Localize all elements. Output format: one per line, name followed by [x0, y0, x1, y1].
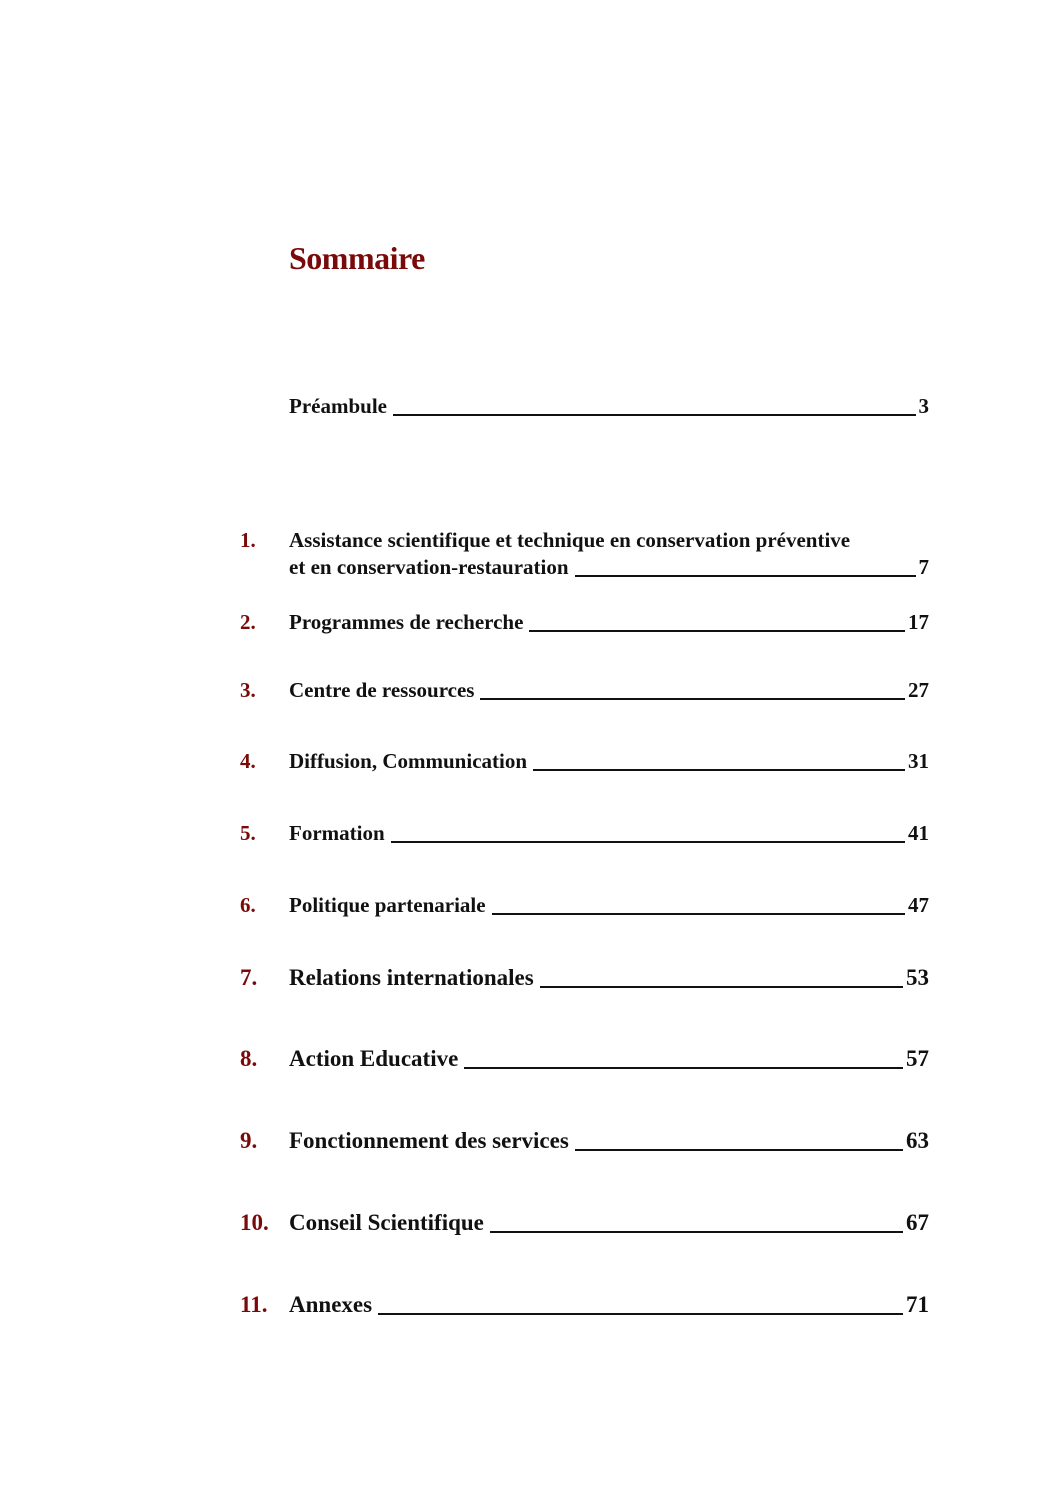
toc-page: 71	[906, 1292, 929, 1317]
toc-page: 31	[908, 749, 929, 773]
toc-entry-8[interactable]	[240, 1045, 929, 1072]
toc-leader	[480, 698, 905, 700]
toc-label: et en conservation-restauration	[289, 555, 569, 579]
toc-leader	[575, 1149, 903, 1151]
toc-label: Programmes de recherche	[289, 610, 524, 634]
toc-page: 3	[918, 394, 929, 418]
toc-number: 11.	[240, 1292, 268, 1317]
toc-number: 8.	[240, 1046, 258, 1071]
toc-label: Politique partenariale	[289, 893, 486, 917]
toc-number: 6.	[240, 893, 256, 917]
toc-entry-7[interactable]	[240, 964, 929, 991]
toc-number: 4.	[240, 749, 256, 773]
toc-leader	[533, 769, 905, 771]
toc-entry-10[interactable]	[240, 1209, 929, 1236]
toc-label: Préambule	[289, 394, 387, 418]
toc-number: 7.	[240, 965, 258, 990]
toc-label: Action Educative	[289, 1046, 459, 1071]
toc-page: 7	[918, 555, 929, 579]
page-title: Sommaire	[289, 240, 425, 276]
toc-label-line1: Assistance scientifique et technique en conservation préventive	[289, 528, 851, 552]
toc-entry-6[interactable]	[240, 892, 929, 919]
toc-label: Conseil Scientifique	[289, 1210, 484, 1235]
toc-leader	[378, 1313, 903, 1315]
toc-page: 63	[906, 1128, 929, 1153]
toc-entry-2[interactable]	[240, 609, 929, 636]
toc-page: 67	[906, 1210, 929, 1235]
toc-entry-9[interactable]	[240, 1127, 929, 1154]
toc-label: Annexes	[289, 1292, 373, 1317]
toc-label: Fonctionnement des services	[289, 1128, 569, 1153]
toc-page: 27	[908, 678, 929, 702]
toc-label: Centre de ressources	[289, 678, 475, 702]
toc-leader	[393, 414, 916, 416]
toc-entry-11[interactable]	[240, 1291, 929, 1318]
toc-leader	[490, 1231, 903, 1233]
toc-number: 1.	[240, 528, 256, 552]
toc-leader	[464, 1067, 903, 1069]
toc-page: 57	[906, 1046, 929, 1071]
toc-number: 5.	[240, 821, 256, 845]
toc-entry-3[interactable]	[240, 677, 929, 704]
toc-page: 53	[906, 965, 929, 990]
toc-page: 41	[908, 821, 929, 845]
toc-page: 47	[908, 893, 929, 917]
toc-number: 3.	[240, 678, 256, 702]
toc-entry-preambule[interactable]	[240, 393, 929, 420]
toc-label: Relations internationales	[289, 965, 534, 990]
toc-number: 9.	[240, 1128, 258, 1153]
toc-number: 10.	[240, 1210, 269, 1235]
toc-entry-4[interactable]	[240, 748, 929, 775]
toc-leader	[492, 913, 905, 915]
toc-entry-1[interactable]	[240, 527, 929, 581]
toc-leader	[529, 630, 905, 632]
toc-number: 2.	[240, 610, 256, 634]
toc-leader	[540, 986, 903, 988]
toc-label: Diffusion, Communication	[289, 749, 528, 773]
toc-leader	[575, 575, 916, 577]
toc-label: Formation	[289, 821, 385, 845]
toc-entry-5[interactable]	[240, 820, 929, 847]
toc-page: 17	[908, 610, 929, 634]
toc-leader	[391, 841, 905, 843]
